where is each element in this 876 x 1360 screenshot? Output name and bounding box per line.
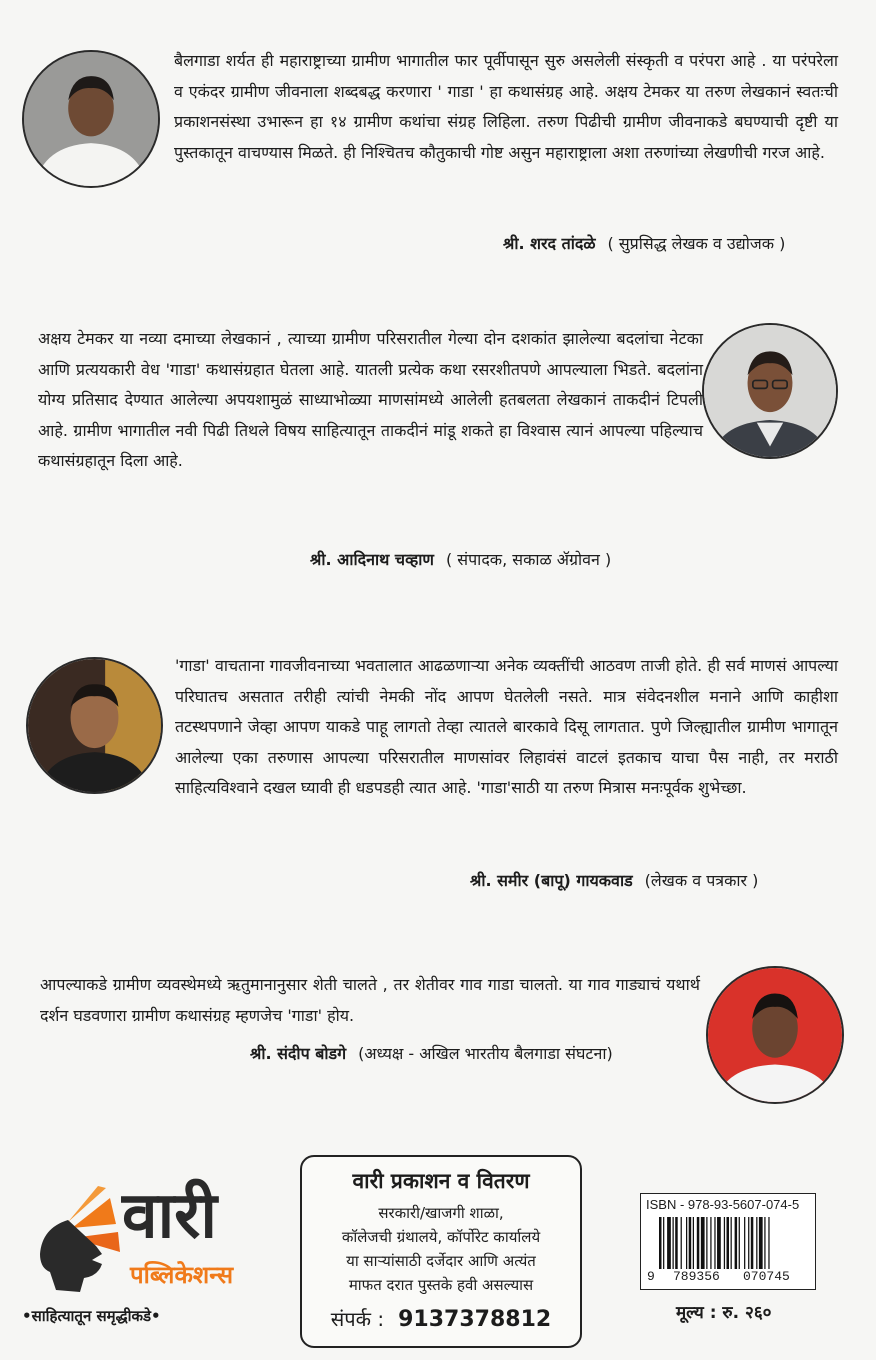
barcode-bar (673, 1217, 674, 1269)
barcode-bar (739, 1217, 740, 1269)
portrait-icon (28, 659, 161, 792)
barcode-bar (706, 1217, 707, 1269)
publisher-line: या साऱ्यांसाठी दर्जेदार आणि अत्यंत (346, 1252, 536, 1270)
contact-number: 9137378812 (398, 1307, 552, 1332)
review-3 (175, 651, 838, 804)
review-2 (38, 324, 703, 477)
reviewer-photo-2 (702, 323, 838, 459)
barcode-bar (764, 1217, 765, 1269)
barcode-bar (744, 1217, 745, 1269)
reviewer-photo-3 (26, 657, 163, 794)
logo-subtitle: पब्लिकेशन्स (130, 1261, 234, 1289)
barcode-bar (659, 1217, 662, 1269)
barcode-bar (689, 1217, 692, 1269)
barcode-bar (697, 1217, 700, 1269)
publisher-title: वारी प्रकाशन व वितरण (352, 1169, 530, 1193)
review-3-text: 'गाडा' वाचताना गावजीवनाच्या भवतालात आढळणाऱ्या अनेक व्यक्तींची आठवण ताजी होते. ही सर्व माणसं आपल्या परिघातच असतात तरीही त्यांची नेमकी नोंद आपण घेतलेली नसते. मात्र संवेदनशील मनाने आणि काहीशा तटस्थपणाने जेव्हा आपण याकडे पाहू लागतो तेव्हा त्यातले बारकावे दिसू लागतात. पुणे जिल्ह्यातील ग्रामीण भागातून आलेल्या एका तरुणास आपल्या परिसरातील माणसांवर लिहावंसं वाटलं इतकाच याचा पैस नाही, तर मराठी साहित्यविश्वाने दखल घ्यावी ही धडपडही त्यात आहे. 'गाडा'साठी या तरुण मित्रास मनःपूर्वक शुभेच्छा. (175, 656, 838, 797)
portrait-icon (24, 52, 158, 186)
book-head-icon (32, 1180, 132, 1300)
logo-tagline: •साहित्यातून समृद्धीकडे• (22, 1307, 161, 1325)
publisher-line: कॉलेजची ग्रंथालये, कॉर्पोरेट कार्यालये (341, 1228, 541, 1246)
barcode-bar (768, 1217, 769, 1269)
publisher-logo (32, 1180, 262, 1325)
barcode-bar (681, 1217, 682, 1269)
review-4 (40, 970, 700, 1031)
contact-label: संपर्क : (330, 1307, 385, 1331)
barcode-bar (717, 1217, 721, 1269)
barcode-digits-left: 789356 (673, 1269, 720, 1284)
review-1-text: बैलगाडा शर्यत ही महाराष्ट्राच्या ग्रामीण भागातील फार पूर्वीपासून सुरु असलेली संस्कृती व परंपरा आहे . या परंपरेला व एकंदर ग्रामीण जीवनाला शब्दबद्ध करणारा ' गाडा ' हा कथासंग्रह आहे. अक्षय टेमकर या तरुण लेखकानं स्वतःची प्रकाशनसंस्था उभारून हा १४ ग्रामीण कथांचा संग्रह लिहिला. तरुण पिढीची ग्रामीण जीवनाकडे बघण्याची दृष्टी या पुस्तकातून वाचण्यास मिळते. ही निश्चितच कौतुकाची गोष्ट असुन महाराष्ट्राला अशा तरुणांच्या लेखणीची गरज आहे. (174, 51, 838, 162)
barcode-bar (714, 1217, 715, 1269)
reviewer-1-role: ( सुप्रसिद्ध लेखक व उद्योजक ) (607, 234, 786, 253)
barcode-icon (659, 1217, 809, 1269)
publisher-contact (302, 1305, 580, 1332)
isbn-box (640, 1193, 816, 1290)
reviewer-1-name: श्री. शरद तांदळे (503, 234, 596, 253)
review-1 (174, 46, 838, 168)
isbn-text: ISBN - 978-93-5607-074-5 (646, 1197, 800, 1212)
review-4-text: आपल्याकडे ग्रामीण व्यवस्थेमध्ये ऋतुमानानुसार शेती चालते , तर शेतीवर गाव गाडा चालतो. या गाव गाड्याचं यथार्थ दर्शन घडवणारा ग्रामीण कथासंग्रह म्हणजेच 'गाडा' होय. (40, 975, 700, 1025)
barcode-bar (710, 1217, 711, 1269)
portrait-icon (708, 968, 842, 1102)
review-4-attribution (250, 1042, 613, 1064)
reviewer-photo-1 (22, 50, 160, 188)
barcode-bar (735, 1217, 738, 1269)
review-2-attribution (310, 548, 611, 570)
logo-name: वारी (122, 1179, 217, 1253)
barcode-bar (693, 1217, 694, 1269)
reviewer-4-name: श्री. संदीप बोडगे (250, 1044, 347, 1063)
barcode-bar (667, 1217, 671, 1269)
price: मूल्य : रु. २६० (676, 1303, 772, 1323)
publisher-line: माफत दरात पुस्तके हवी असल्यास (348, 1276, 534, 1294)
reviewer-3-name: श्री. समीर (बापू) गायकवाड (470, 871, 633, 890)
barcode-digits-right: 070745 (743, 1269, 790, 1284)
barcode-bar (675, 1217, 678, 1269)
barcode-bar (686, 1217, 687, 1269)
publisher-line: सरकारी/खाजगी शाळा, (378, 1204, 504, 1222)
reviewer-2-name: श्री. आदिनाथ चव्हाण (310, 550, 434, 569)
reviewer-2-role: ( संपादक, सकाळ ॲग्रोवन ) (445, 550, 612, 569)
barcode-bar (731, 1217, 732, 1269)
reviewer-photo-4 (706, 966, 844, 1104)
barcode-digit-first: 9 (647, 1269, 655, 1284)
barcode-bar (727, 1217, 730, 1269)
barcode-bar (759, 1217, 763, 1269)
barcode-bar (748, 1217, 749, 1269)
barcode-bar (663, 1217, 664, 1269)
reviewer-3-role: (लेखक व पत्रकार ) (644, 871, 759, 890)
review-3-attribution (470, 869, 758, 891)
barcode-bar (751, 1217, 754, 1269)
barcode-bar (756, 1217, 757, 1269)
publisher-box (300, 1155, 582, 1348)
barcode-bar (724, 1217, 725, 1269)
review-1-attribution (503, 232, 785, 254)
portrait-icon (704, 325, 836, 457)
review-2-text: अक्षय टेमकर या नव्या दमाच्या लेखकानं , त्याच्या ग्रामीण परिसरातील गेल्या दोन दशकांत झालेल्या बदलांचा नेटका आणि प्रत्ययकारी वेध 'गाडा' कथासंग्रहात घेतला आहे. यातली प्रत्येक कथा रसरशीतपणे आपल्याला भिडते. बदलांना योग्य प्रतिसाद देण्यात आलेल्या अपयशामुळं साध्याभोळ्या माणसांमध्ये आलेली हतबलता लेखकानं ताकदीनं टिपली आहे. ग्रामीण भागातील नवी पिढी तिथले विषय साहित्यातून ताकदीनं मांडू शकते हा विश्वास त्यानं आपल्या पहिल्याच कथासंग्रहातून दिला आहे. (38, 329, 703, 470)
barcode-bar (701, 1217, 705, 1269)
reviewer-4-role: (अध्यक्ष - अखिल भारतीय बैलगाडा संघटना) (358, 1044, 613, 1063)
